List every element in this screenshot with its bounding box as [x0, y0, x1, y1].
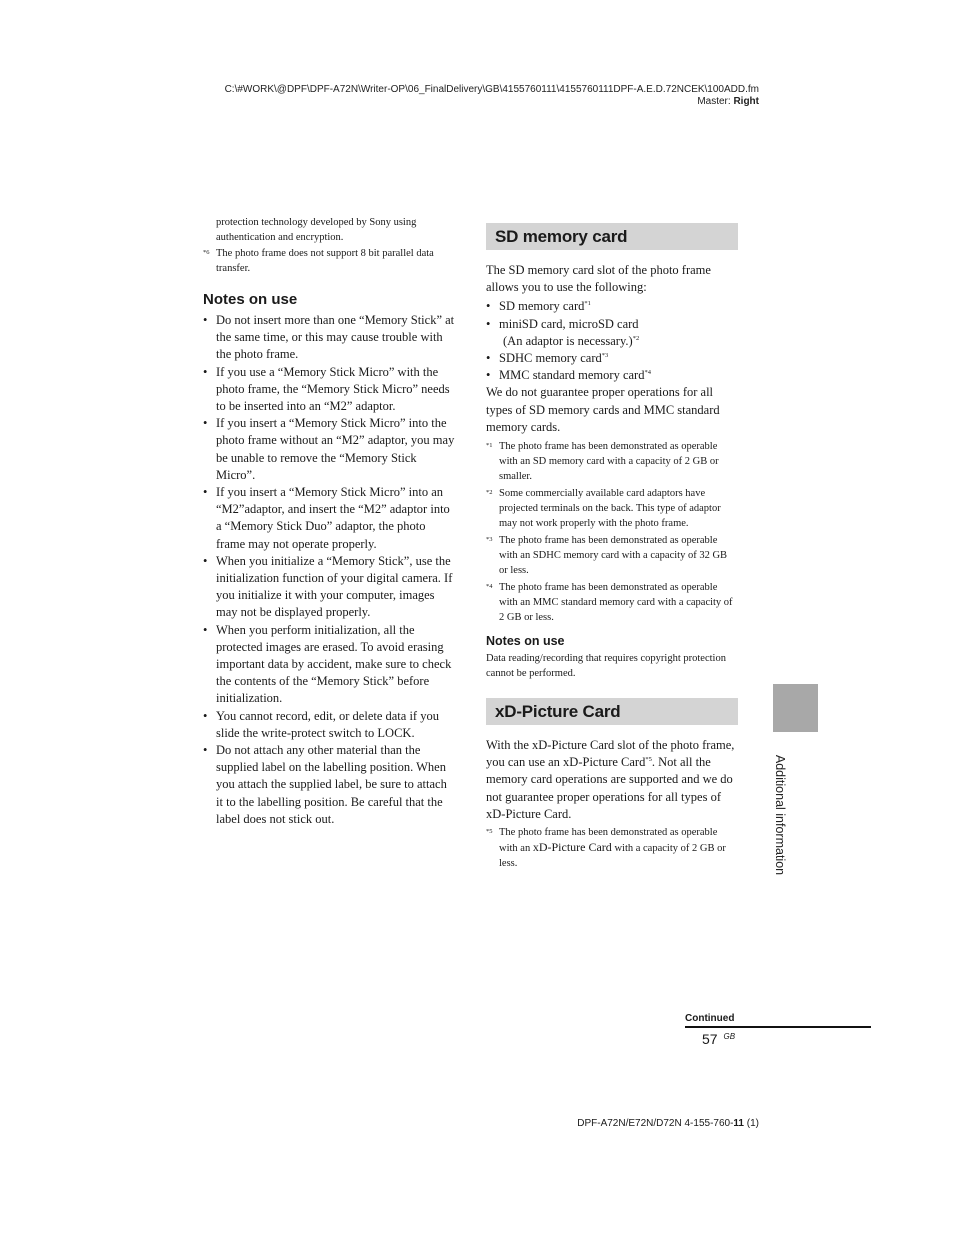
sd-notes-heading: Notes on use — [486, 634, 565, 649]
file-path-header — [225, 84, 759, 108]
list-item: • If you insert a “Memory Stick Micro” into an “M2”adaptor, and insert the “M2” adaptor into a “Memory Stick Duo” adaptor, the photo frame may not operate properly. — [203, 485, 450, 551]
notes-list — [203, 312, 455, 828]
xd-section-title: xD-Picture Card — [495, 701, 621, 721]
sd-card-list — [486, 298, 738, 384]
continued-label: Continued — [685, 1013, 735, 1024]
footnote-1: *1 The photo frame has been demonstrated as operable with an SD memory card with a capacity of 2 GB or smaller. — [486, 441, 719, 483]
footnote-6: *6 The photo frame does not support 8 bit parallel data transfer. — [203, 248, 434, 274]
list-item: • You cannot record, edit, or delete data if you slide the write-protect switch to LOCK. — [203, 708, 439, 740]
footnote-continuation: protection technology developed by Sony using authentication and encryption. — [216, 217, 417, 243]
section-tab-label: Additional information — [773, 754, 787, 876]
sd-guarantee-note: We do not guarantee proper operations for all types of SD memory cards and MMC standard memory cards. — [486, 385, 720, 434]
list-item: • Do not attach any other material than the supplied label on the labelling position. When you attach the supplied label, be sure to attach it to the labelling position. Be careful that the label does not stick out. — [203, 743, 447, 826]
page-number: 57 $^{GB}$ — [702, 1031, 736, 1047]
xd-section-title-bar — [486, 698, 738, 725]
section-tab-marker — [773, 684, 818, 732]
footnote-5: *5 The photo frame has been demonstrated as operable with an xD-Picture Card with a capacity of 2 GB or less. — [486, 827, 726, 870]
list-item: • SD memory card$^{*1}$ — [486, 299, 591, 314]
list-item: • Do not insert more than one “Memory Stick” at the same time, or this may cause trouble with the photo frame. — [203, 313, 455, 362]
sd-intro: The SD memory card slot of the photo frame allows you to use the following: — [486, 263, 711, 295]
footnote-2: *2 Some commercially available card adaptors have projected terminals on the back. This type of adaptor may not work properly with the photo frame. — [486, 488, 721, 530]
list-item: • If you insert a “Memory Stick Micro” into the photo frame without an “M2” adaptor, you may be unable to remove the “Memory Stick Micro”. — [203, 416, 455, 482]
sd-section-title-bar — [486, 223, 738, 250]
list-item: • miniSD card, microSD card — [486, 316, 639, 331]
footnote-4: *4 The photo frame has been demonstrated as operable with an MMC standard memory card with a capacity of 2 GB or less. — [486, 582, 733, 624]
footnote-3: *3 The photo frame has been demonstrated as operable with an SDHC memory card with a capacity of 32 GB or less. — [486, 535, 728, 577]
list-item: • When you initialize a “Memory Stick”, use the initialization function of your digital camera. If you initialize it with your computer, images may not be displayed properly. — [203, 553, 453, 620]
model-number: DPF-A72N/E72N/D72N 4-155-760-11 (1) — [577, 1118, 759, 1129]
list-item: • If you use a “Memory Stick Micro” with the photo frame, the “Memory Stick Micro” needs to be inserted into an “M2” adaptor. — [203, 364, 450, 414]
sd-footnotes — [486, 439, 738, 625]
list-item-note: (An adaptor is necessary.)$^{*2}$ — [503, 333, 640, 348]
right-column — [486, 223, 738, 871]
list-item: • When you perform initialization, all the protected images are erased. To avoid erasing important data by accident, make sure to check the contents of the “Memory Stick” before initialization. — [203, 622, 452, 706]
footer-rule — [685, 1026, 871, 1028]
sd-section-title: SD memory card — [495, 226, 628, 246]
file-path: C:\#WORK\@DPF\DPF-A72N\Writer-OP\06_FinalDelivery\GB\4155760111\4155760111DPF-A.E.D.72NCEK\100ADD.fm — [224, 84, 759, 95]
sd-notes-text: Data reading/recording that requires copyright protection cannot be performed. — [486, 653, 726, 679]
master-line: Master: Right — [697, 96, 759, 107]
list-item: • MMC standard memory card$^{*4}$ — [486, 368, 651, 383]
list-item: • SDHC memory card$^{*3}$ — [486, 351, 609, 366]
xd-body: With the xD-Picture Card slot of the photo frame, you can use an xD-Picture Card$^{*5}$. Not all the memory card operations are supported and we do not guarantee proper operations for all types of xD-Picture Card. — [486, 738, 735, 821]
notes-on-use-heading: Notes on use — [203, 291, 298, 308]
left-column — [203, 215, 455, 828]
